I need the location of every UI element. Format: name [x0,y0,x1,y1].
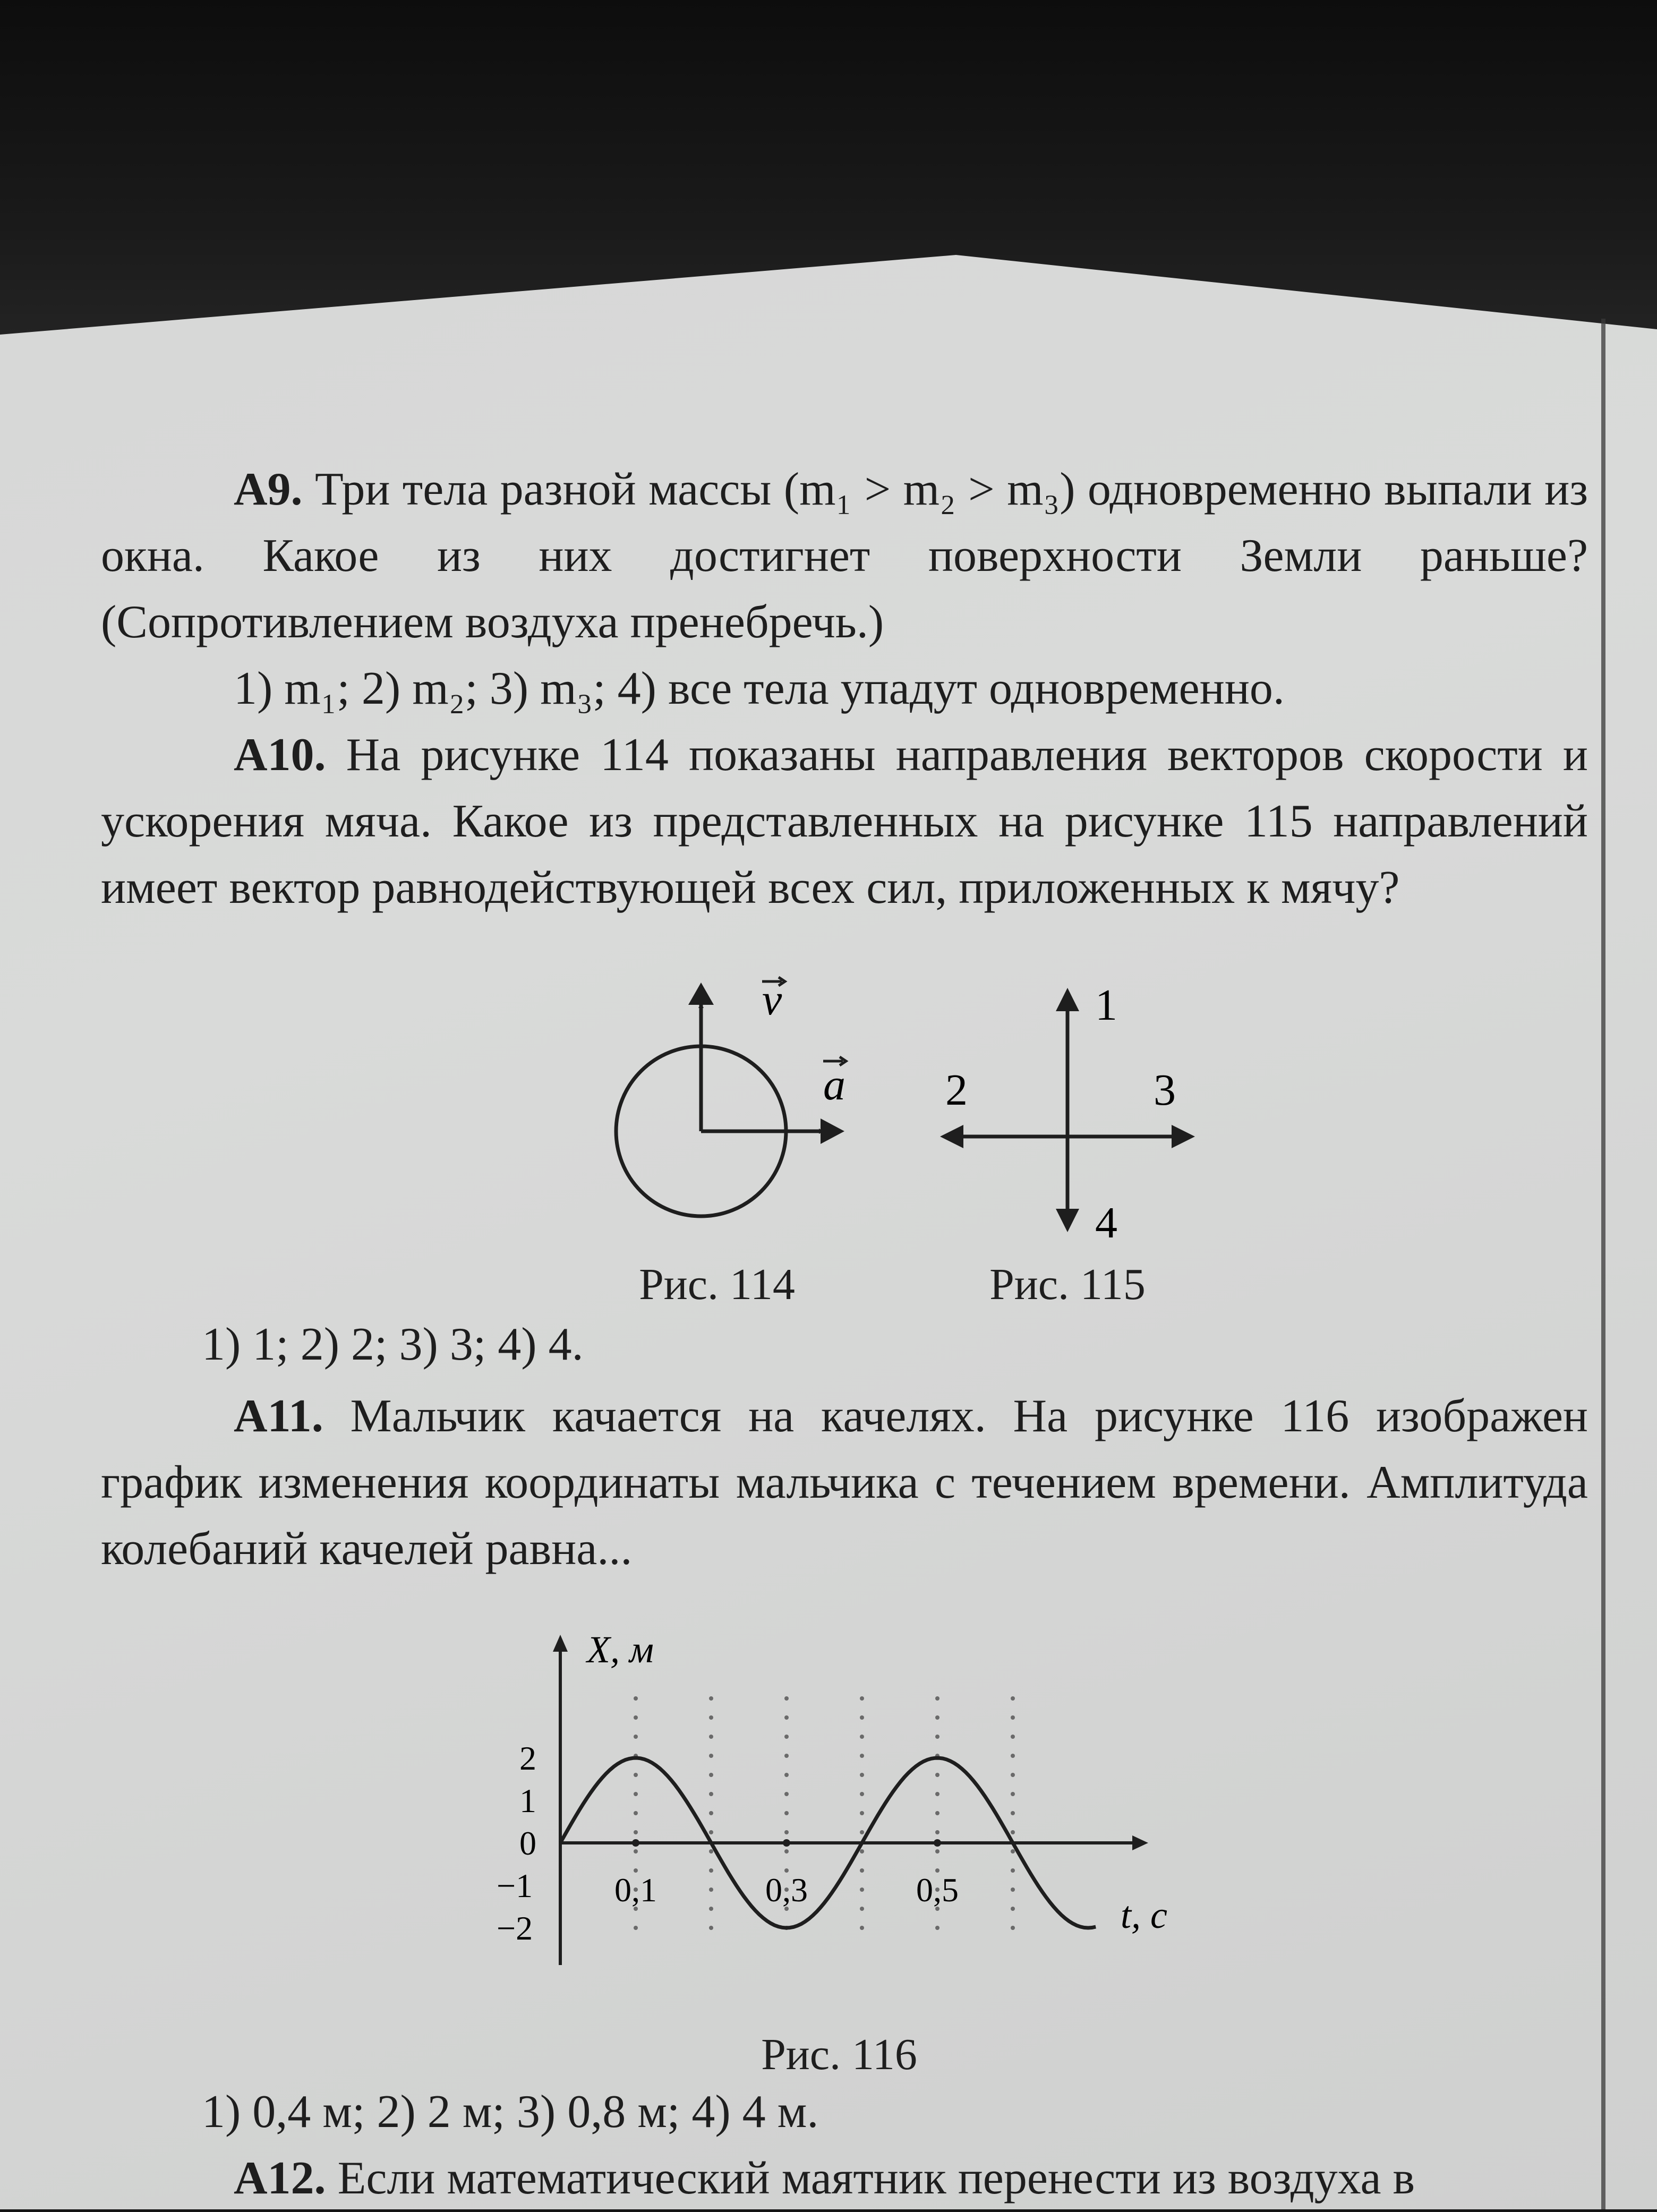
grid-dot [1011,1926,1015,1930]
figure-116-chart [478,1625,1222,1997]
label-2: 2 [945,1065,968,1115]
problem-number: А11. [234,1390,323,1442]
grid-dot [709,1811,713,1815]
grid-dot [1011,1792,1015,1796]
grid-dot [935,1926,939,1930]
problems-a9-a10 [101,457,1588,921]
v-label: v [762,975,782,1024]
grid-dot [1011,1735,1015,1739]
grid-dot [935,1735,939,1739]
x-axis-label: t, c [1121,1894,1167,1936]
grid-dot [935,1715,939,1720]
arrow-2 [940,1125,963,1148]
problem-number: А12. [234,2152,326,2204]
grid-dot [709,1792,713,1796]
grid-dot [1011,1811,1015,1815]
page-edge-line [1601,319,1605,2209]
y-tick-label: −2 [497,1909,533,1947]
problem-number: А10. [234,729,326,781]
problems-a11-a12 [101,2079,1588,2212]
grid-dot [860,1907,864,1911]
grid-dot [634,1735,638,1739]
caption-fig115: Рис. 115 [989,1260,1146,1309]
grid-dot [709,1926,713,1930]
grid-dot [634,1773,638,1777]
answers-a10: 1) 1; 2) 2; 3) 3; 4) 4. [202,1319,584,1370]
grid-dot [709,1773,713,1777]
problem-text: Три тела разной массы (m₁ > m₂ > m₃) одновременно выпали из окна. Какое из них достигнет поверхности Земли раньше? (Сопротивлением воздуха пренебречь.) [101,464,1588,648]
grid-dot [1011,1715,1015,1720]
grid-dot [860,1926,864,1930]
grid-dot [784,1715,789,1720]
grid-dot [935,1773,939,1777]
grid-dot [709,1696,713,1701]
grid-dot [1011,1868,1015,1873]
arrow-4 [1056,1209,1079,1232]
grid-dot [634,1926,638,1930]
x-tick-mark [934,1839,941,1847]
a-label: a [823,1060,845,1109]
grid-dot [860,1773,864,1777]
label-1: 1 [1095,980,1117,1030]
grid-dot [784,1735,789,1739]
grid-dot [860,1849,864,1854]
answers-a11: 1) 0,4 м; 2) 2 м; 3) 0,8 м; 4) 4 м. [202,2086,819,2138]
grid-dot [860,1792,864,1796]
grid-dot [634,1830,638,1834]
grid-dot [860,1868,864,1873]
grid-dot [634,1696,638,1701]
grid-dot [784,1849,789,1854]
grid-dot [860,1888,864,1892]
grid-dot [935,1811,939,1815]
y-tick-label: 0 [519,1824,536,1862]
problem-a10 [101,722,1588,921]
grid-dot [709,1754,713,1758]
grid-dot [709,1868,713,1873]
grid-dot [935,1830,939,1834]
grid-dot [634,1715,638,1720]
grid-dot [709,1830,713,1834]
grid-dot [709,1849,713,1854]
grid-dot [1011,1754,1015,1758]
y-axis-label: X, м [587,1628,654,1671]
x-tick-label: 0,1 [614,1871,657,1909]
grid-dot [935,1696,939,1701]
problem-text: На рисунке 114 показаны направления векторов скорости и ускорения мяча. Какое из представленных на рисунке 115 направлений имеет вектор равнодействующей всех сил, приложенных к мячу? [101,729,1588,913]
grid-dot [784,1773,789,1777]
figure-115 [924,977,1222,1253]
grid-dot [860,1696,864,1701]
y-axis-arrow [553,1635,568,1652]
y-tick-label: 2 [519,1739,536,1777]
grid-dot [784,1792,789,1796]
grid-dot [1011,1849,1015,1854]
y-tick-label: 1 [519,1782,536,1820]
grid-dot [709,1715,713,1720]
y-tick-label: −1 [497,1867,533,1904]
grid-dot [1011,1696,1015,1701]
grid-dot [1011,1773,1015,1777]
grid-dot [1011,1888,1015,1892]
problem-text: Если математический маятник перенести из воздуха в [337,2152,1415,2204]
problem-a9 [101,457,1588,656]
problem-text: Мальчик качается на качелях. На рисунке 116 изображен график изменения координаты мальчика с течением времени. Амплитуда колебаний качелей равна... [101,1390,1588,1575]
arrow-3 [1172,1125,1195,1148]
grid-dot [709,1888,713,1892]
problem-a11 [101,1383,1588,1583]
label-3: 3 [1154,1065,1176,1115]
grid-dot [935,1792,939,1796]
label-4: 4 [1095,1198,1117,1248]
x-tick-mark [632,1839,639,1847]
grid-dot [784,1830,789,1834]
grid-dot [634,1849,638,1854]
problems-a10-a11 [101,1312,1588,1583]
grid-dot [784,1754,789,1758]
grid-dot [634,1811,638,1815]
grid-dot [935,1849,939,1854]
grid-dot [860,1830,864,1834]
grid-dot [709,1735,713,1739]
grid-dot [860,1715,864,1720]
problem-a12 [101,2146,1588,2212]
x-tick-mark [783,1839,790,1847]
arrow-1 [1056,988,1079,1011]
answers-a9: 1) m₁; 2) m₂; 3) m₃; 4) все тела упадут одновременно. [234,662,1285,714]
x-tick-label: 0,5 [916,1871,959,1909]
grid-dot [784,1811,789,1815]
grid-dot [1011,1907,1015,1911]
caption-fig116: Рис. 116 [761,2030,917,2079]
grid-dot [709,1907,713,1911]
grid-dot [1011,1830,1015,1834]
x-axis-arrow [1132,1835,1148,1850]
x-tick-label: 0,3 [765,1871,808,1909]
problem-number: А9. [234,464,303,515]
grid-dot [634,1792,638,1796]
grid-dot [860,1735,864,1739]
caption-fig114: Рис. 114 [639,1260,795,1309]
grid-dot [860,1811,864,1815]
grid-dot [860,1754,864,1758]
figure-114 [584,972,882,1237]
grid-dot [784,1696,789,1701]
